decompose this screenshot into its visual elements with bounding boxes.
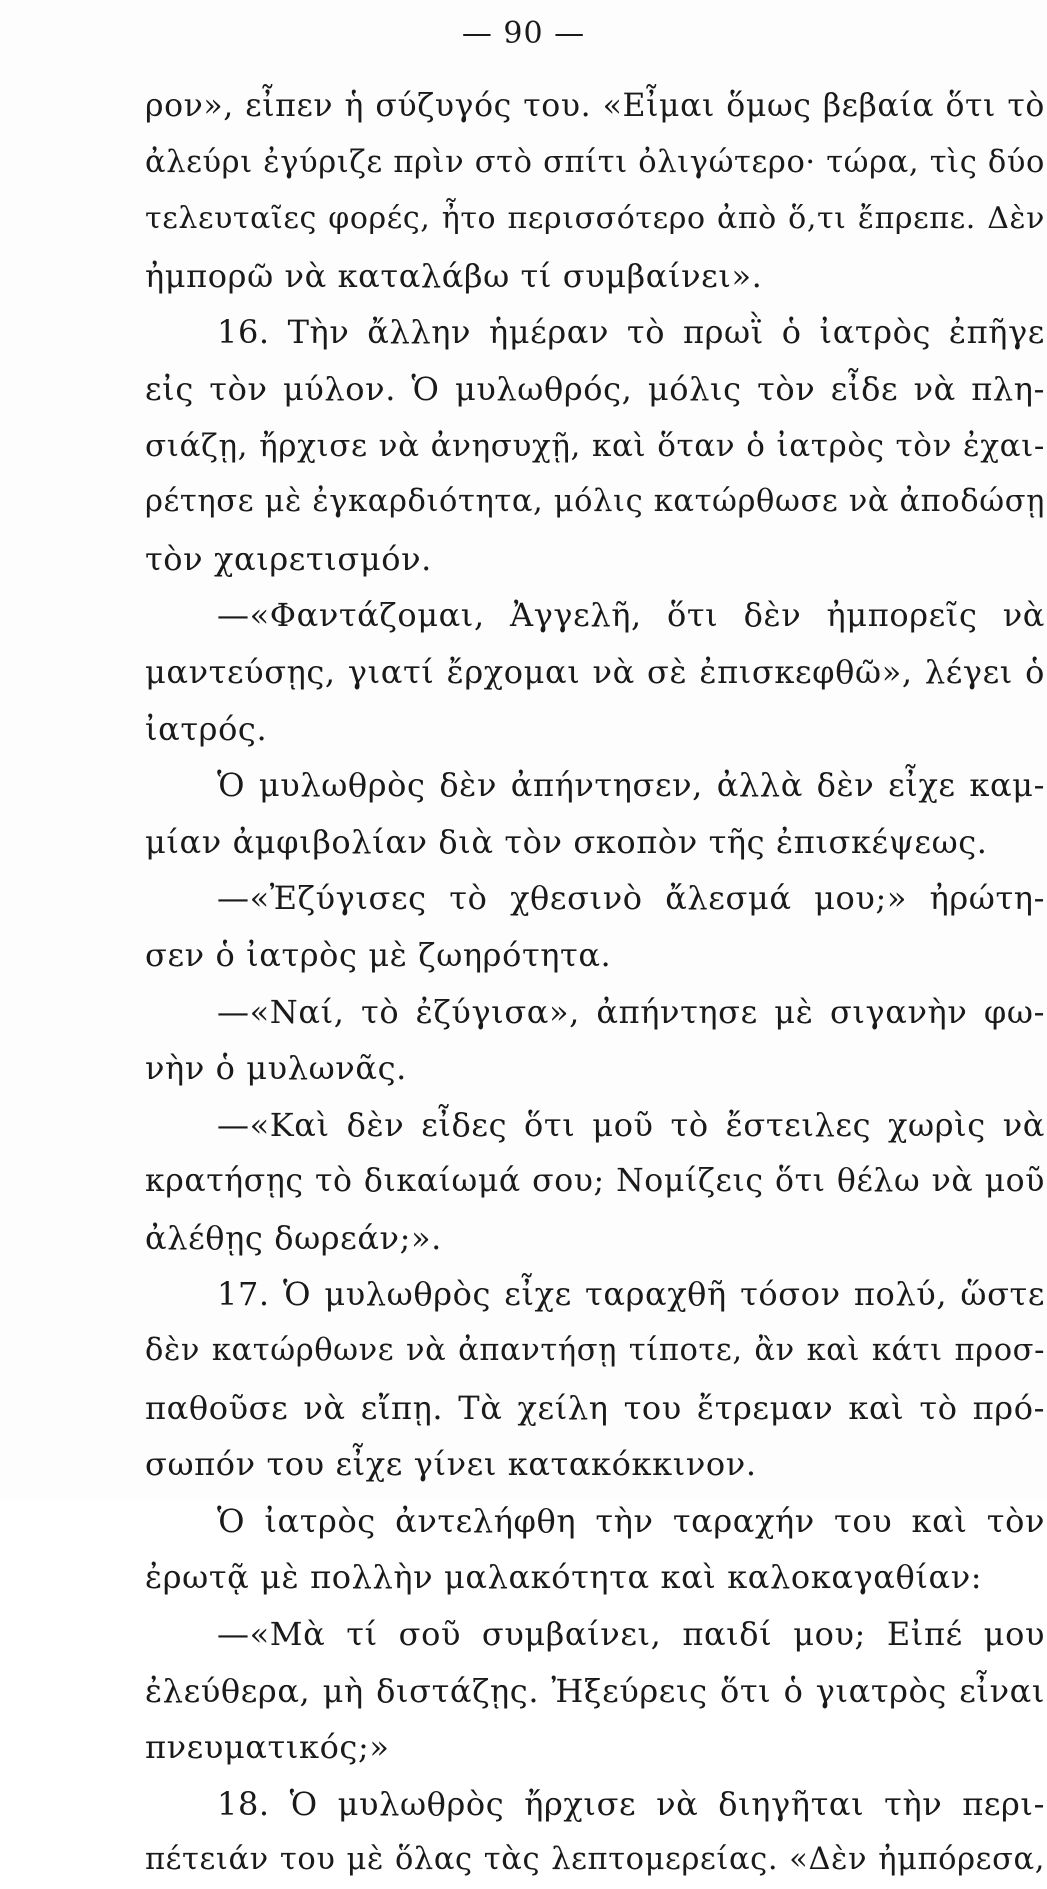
text-line: μαντεύσῃς, γιατί ἔρχομαι νὰ σὲ ἐπισκεφθῶ», λέγει ὁ xyxy=(145,652,1045,691)
text-line: ἠμπορῶ νὰ καταλάβω τί συμβαίνει». xyxy=(145,256,763,295)
text-line: ρον», εἶπεν ἡ σύζυγός του. «Εἶμαι ὅμως βεβαία ὅτι τὸ xyxy=(145,88,1045,124)
text-line: σωπόν του εἶχε γίνει κατακόκκινον. xyxy=(145,1445,757,1484)
text-line: —«Ναί, τὸ ἐζύγισα», ἀπήντησε μὲ σιγανὴν φω- xyxy=(217,992,1045,1031)
text-line: ἀλέθῃς δωρεάν;». xyxy=(145,1218,442,1257)
text-line: πνευματικός;» xyxy=(145,1728,390,1767)
text-line: σιάζῃ, ἤρχισε νὰ ἀνησυχῇ, καὶ ὅταν ὁ ἰατρὸς τὸν ἐχαι- xyxy=(145,427,1045,464)
text-line: ρέτησε μὲ ἐγκαρδιότητα, μόλις κατώρθωσε νὰ ἀποδώσῃ xyxy=(145,484,1045,520)
text-line: ἀλεύρι ἐγύριζε πρὶν στὸ σπίτι ὀλιγώτερο· τώρα, τὶς δύο xyxy=(145,144,1045,180)
text-line: Ὁ μυλωθρὸς δὲν ἀπήντησεν, ἀλλὰ δὲν εἶχε καμ- xyxy=(217,766,1045,805)
text-line: μίαν ἀμφιβολίαν διὰ τὸν σκοπὸν τῆς ἐπισκέψεως. xyxy=(145,822,988,861)
text-line: —«Ἐζύγισες τὸ χθεσινὸ ἄλεσμά μου;» ἠρώτη- xyxy=(217,879,1045,918)
text-line: τελευταῖες φορές, ἦτο περισσότερο ἀπὸ ὅ,τι ἔπρεπε. Δὲν xyxy=(145,201,1045,237)
text-line: παθοῦσε νὰ εἴπῃ. Τὰ χείλη του ἔτρεμαν καὶ τὸ πρό- xyxy=(145,1388,1045,1427)
text-line: κρατήσῃς τὸ δικαίωμά σου; Νομίζεις ὅτι θέλω νὰ μοῦ xyxy=(145,1163,1045,1200)
text-line: 17. Ὁ μυλωθρὸς εἶχε ταραχθῆ τόσον πολύ, ὥστε xyxy=(217,1275,1045,1314)
text-line: πέτειάν του μὲ ὅλας τὰς λεπτομερείας. «Δὲν ἠμπόρεσα, xyxy=(145,1842,1045,1878)
text-line: δὲν κατώρθωνε νὰ ἀπαντήσῃ τίποτε, ἂν καὶ κάτι προσ- xyxy=(145,1333,1045,1369)
text-line: —«Καὶ δὲν εἶδες ὅτι μοῦ τὸ ἔστειλες χωρὶς νὰ xyxy=(217,1105,1045,1144)
page-number: — 90 — xyxy=(461,16,586,51)
text-line: νὴν ὁ μυλωνᾶς. xyxy=(145,1049,407,1088)
text-line: ἰατρός. xyxy=(145,709,268,748)
text-line: σεν ὁ ἰατρὸς μὲ ζωηρότητα. xyxy=(145,935,612,974)
text-line: —«Μὰ τί σοῦ συμβαίνει, παιδί μου; Εἰπέ μου xyxy=(217,1615,1045,1654)
text-line: ἐρωτᾷ μὲ πολλὴν μαλακότητα καὶ καλοκαγαθίαν: xyxy=(145,1558,983,1597)
text-line: Ὁ ἰατρὸς ἀντελήφθη τὴν ταραχήν του καὶ τὸν xyxy=(217,1501,1045,1540)
text-line: 18. Ὁ μυλωθρὸς ἤρχισε νὰ διηγῆται τὴν περι- xyxy=(217,1784,1045,1823)
text-line: —«Φαντάζομαι, Ἀγγελῆ, ὅτι δὲν ἠμπορεῖς νὰ xyxy=(217,596,1045,635)
text-line: τὸν χαιρετισμόν. xyxy=(145,539,432,578)
text-line: εἰς τὸν μύλον. Ὁ μυλωθρός, μόλις τὸν εἶδε νὰ πλη- xyxy=(145,369,1045,408)
text-line: ἐλεύθερα, μὴ διστάζῃς. Ἠξεύρεις ὅτι ὁ γιατρὸς εἶναι xyxy=(145,1671,1045,1710)
body-text xyxy=(145,78,1045,1889)
text-line: 16. Τὴν ἄλλην ἡμέραν τὸ πρωῒ ὁ ἰατρὸς ἐπῆγε xyxy=(217,313,1045,352)
